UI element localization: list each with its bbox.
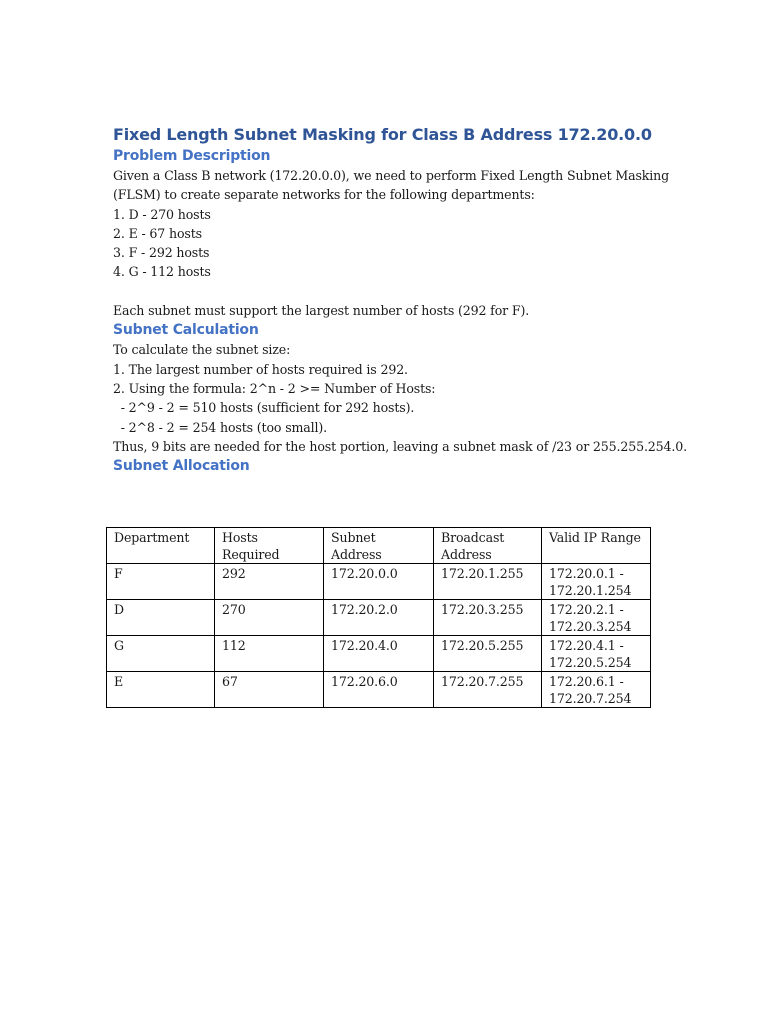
calculation-line: - 2^8 - 2 = 254 hosts (too small). xyxy=(113,419,328,435)
valid-ip-range-cell: 172.20.6.1 - 172.20.7.254 xyxy=(542,672,651,708)
department-list-item: 4. G - 112 hosts xyxy=(113,264,211,280)
department-cell: E xyxy=(107,672,215,708)
subnet-calculation-heading: Subnet Calculation xyxy=(113,322,259,339)
calculation-line: - 2^9 - 2 = 510 hosts (sufficient for 292 hosts). xyxy=(113,400,415,416)
subnet-calculation-text xyxy=(113,340,687,456)
broadcast-address-cell: 172.20.7.255 xyxy=(434,672,542,708)
hosts-required-cell: 112 xyxy=(215,636,324,672)
table-row xyxy=(107,672,651,708)
valid-ip-range-cell: 172.20.2.1 - 172.20.3.254 xyxy=(542,600,651,636)
subnet-address-cell: 172.20.6.0 xyxy=(324,672,434,708)
broadcast-address-cell: 172.20.1.255 xyxy=(434,564,542,600)
subnet-allocation-heading: Subnet Allocation xyxy=(113,458,250,475)
blank-line xyxy=(113,282,658,301)
problem-description-text xyxy=(113,166,669,320)
hosts-required-cell: 292 xyxy=(215,564,324,600)
valid-ip-range-cell: 172.20.4.1 - 172.20.5.254 xyxy=(542,636,651,672)
department-cell: D xyxy=(107,600,215,636)
table-row xyxy=(107,564,651,600)
table-header-row xyxy=(107,528,651,564)
department-list-item: 3. F - 292 hosts xyxy=(113,245,210,261)
document-body xyxy=(113,124,687,476)
subnet-address-cell: 172.20.4.0 xyxy=(324,636,434,672)
department-cell: G xyxy=(107,636,215,672)
subnet-allocation-table xyxy=(106,527,651,708)
table-row xyxy=(107,636,651,672)
subnet-address-cell: 172.20.0.0 xyxy=(324,564,434,600)
column-header-broadcast-address: Broadcast Address xyxy=(434,528,542,564)
column-header-valid-ip-range: Valid IP Range xyxy=(542,528,651,564)
document-title: Fixed Length Subnet Masking for Class B Address 172.20.0.0 xyxy=(113,125,652,144)
subnet-address-cell: 172.20.2.0 xyxy=(324,600,434,636)
problem-description-heading: Problem Description xyxy=(113,148,271,164)
calculation-line: 2. Using the formula: 2^n - 2 >= Number of Hosts: xyxy=(113,380,436,396)
department-cell: F xyxy=(107,564,215,600)
column-header-hosts-required: Hosts Required xyxy=(215,528,324,564)
department-list-item: 1. D - 270 hosts xyxy=(113,206,211,222)
column-header-subnet-address: Subnet Address xyxy=(324,528,434,564)
problem-line: (FLSM) to create separate networks for the following departments: xyxy=(113,187,535,203)
calculation-line: 1. The largest number of hosts required is 292. xyxy=(113,361,408,377)
calculation-line: To calculate the subnet size: xyxy=(113,342,291,358)
valid-ip-range-cell: 172.20.0.1 - 172.20.1.254 xyxy=(542,564,651,600)
problem-note: Each subnet must support the largest number of hosts (292 for F). xyxy=(113,303,530,319)
table-row xyxy=(107,600,651,636)
hosts-required-cell: 67 xyxy=(215,672,324,708)
broadcast-address-cell: 172.20.5.255 xyxy=(434,636,542,672)
hosts-required-cell: 270 xyxy=(215,600,324,636)
problem-line: Given a Class B network (172.20.0.0), we need to perform Fixed Length Subnet Masking xyxy=(113,168,669,183)
calculation-conclusion: Thus, 9 bits are needed for the host portion, leaving a subnet mask of /23 or 255.255.254.0. xyxy=(113,438,687,454)
column-header-department: Department xyxy=(107,528,215,564)
department-list-item: 2. E - 67 hosts xyxy=(113,225,202,241)
broadcast-address-cell: 172.20.3.255 xyxy=(434,600,542,636)
